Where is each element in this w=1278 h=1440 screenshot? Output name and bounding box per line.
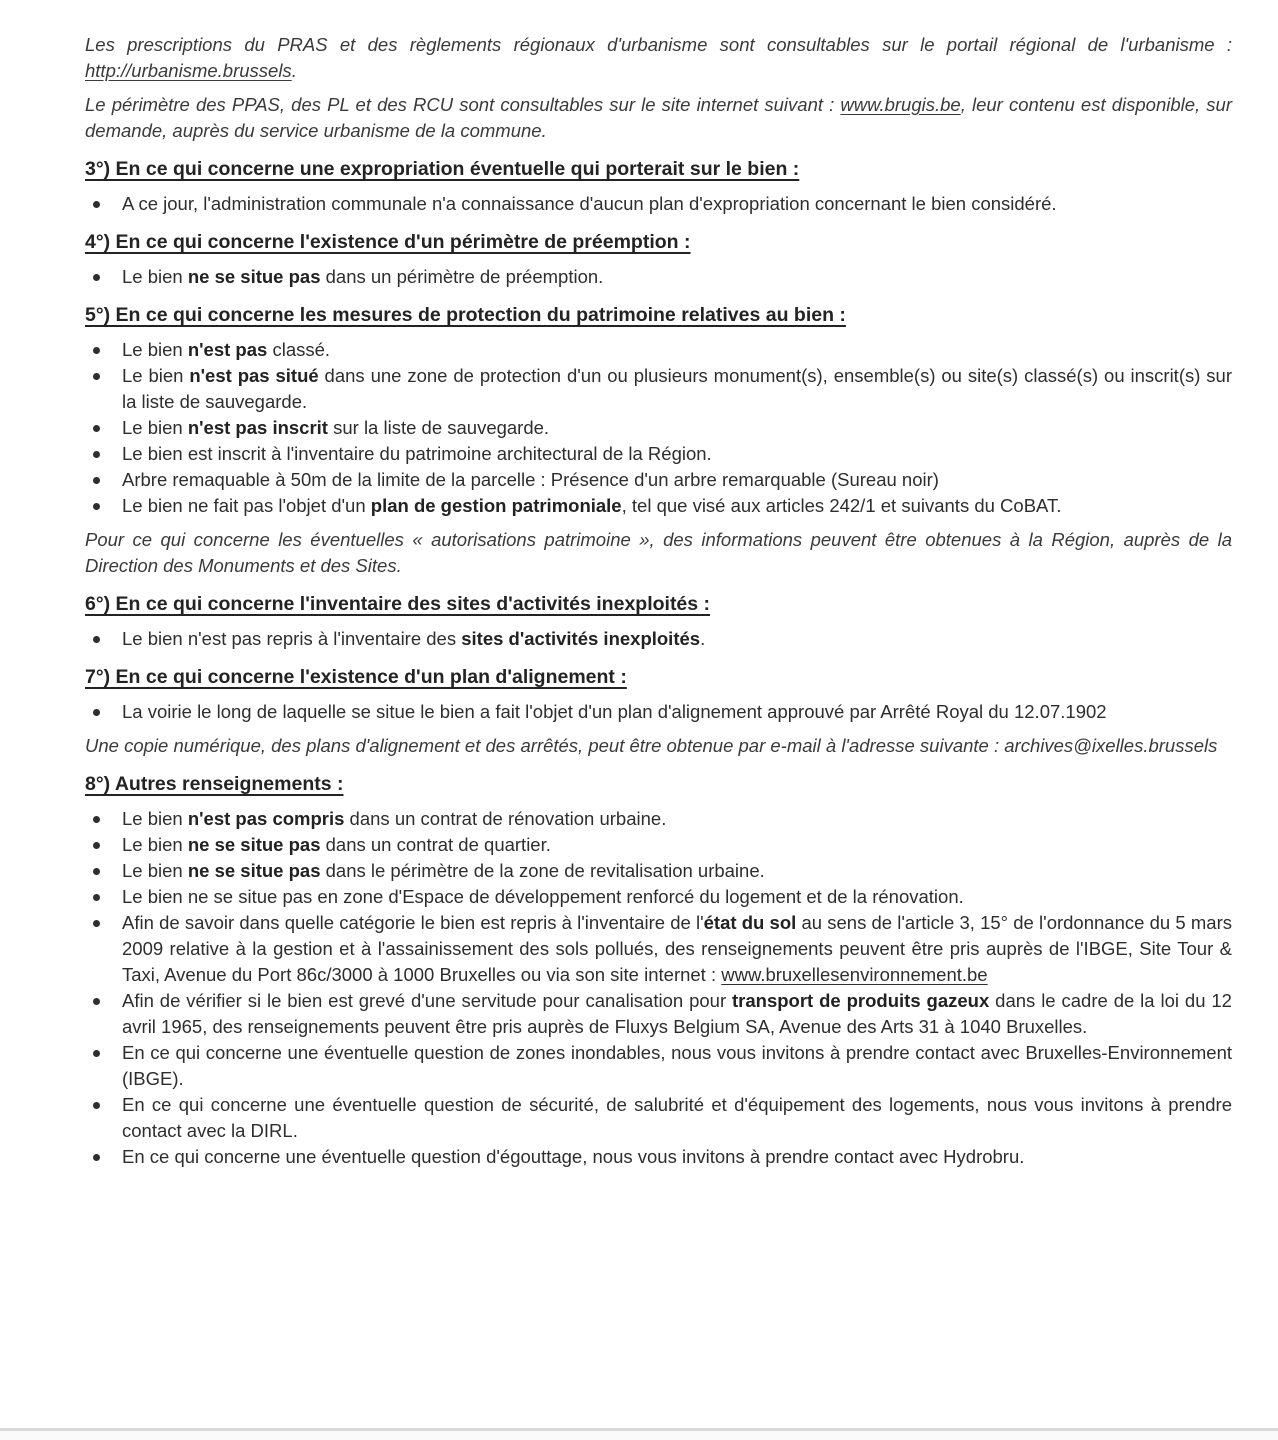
list-item	[85, 441, 1232, 467]
list-item	[85, 363, 1232, 415]
bullet-text	[122, 858, 1232, 884]
section-8-heading: 8°) Autres renseignements :	[85, 773, 344, 795]
bullet-dot-icon	[85, 493, 122, 510]
text-segment: Le bien	[122, 339, 188, 360]
bullet-text	[122, 415, 1232, 441]
list-item	[85, 832, 1232, 858]
list-item	[85, 493, 1232, 519]
list-item	[85, 988, 1232, 1040]
section-6-heading: 6°) En ce qui concerne l'inventaire des sites d'activités inexploités :	[85, 593, 711, 615]
list-item	[85, 1040, 1232, 1092]
section-7-bullets	[85, 699, 1232, 725]
archives-email-text: archives@ixelles.brussels	[1004, 735, 1218, 756]
bullet-text: Arbre remaquable à 50m de la limite de la parcelle : Présence d'un arbre remarquable (Sureau noir)	[122, 469, 939, 490]
text-segment: Le bien	[122, 266, 188, 287]
bullet-text	[122, 910, 1232, 988]
bullet-text: Le bien est inscrit à l'inventaire du patrimoine architectural de la Région.	[122, 443, 712, 464]
bullet-dot-icon	[85, 806, 122, 823]
bold-segment: n'est pas situé	[189, 365, 319, 386]
bold-segment: n'est pas compris	[187, 808, 345, 829]
text-segment: Le bien n'est pas repris à l'inventaire des	[122, 628, 462, 649]
bullet-text	[122, 337, 1232, 363]
bullet-text	[122, 806, 1232, 832]
text-segment: Les prescriptions du PRAS et des règlements régionaux d'urbanisme sont consultables sur le portail régional de l'urbanisme :	[85, 34, 1232, 55]
list-item	[85, 337, 1232, 363]
bullet-dot-icon	[85, 699, 122, 716]
bullet-dot-icon	[85, 626, 122, 643]
alignement-copy-note-paragraph	[85, 733, 1232, 759]
bullet-text: A ce jour, l'administration communale n'a connaissance d'aucun plan d'expropriation concernant le bien considéré.	[122, 193, 1057, 214]
section-3-bullets	[85, 191, 1232, 217]
text-segment: Afin de savoir dans quelle catégorie le bien est repris à l'inventaire de l'	[122, 912, 704, 933]
bullet-dot-icon	[85, 1144, 122, 1161]
bullet-dot-icon	[85, 988, 122, 1005]
bullet-text: En ce qui concerne une éventuelle question de zones inondables, nous vous invitons à prendre contact avec Bruxelles-Environnement (IBGE).	[122, 1042, 1232, 1089]
bullet-text: Le bien ne se situe pas en zone d'Espace de développement renforcé du logement et de la rénovation.	[122, 886, 964, 907]
section-5-heading: 5°) En ce qui concerne les mesures de protection du patrimoine relatives au bien :	[85, 304, 846, 326]
bullet-dot-icon	[85, 1092, 122, 1109]
text-segment: Le bien	[122, 808, 188, 829]
patrimoine-note-paragraph: Pour ce qui concerne les éventuelles « autorisations patrimoine », des informations peuvent être obtenues à la Région, auprès de la Direction des Monuments et des Sites.	[85, 529, 1232, 576]
bold-segment: ne se situe pas	[187, 860, 321, 881]
bullet-text: En ce qui concerne une éventuelle question d'égouttage, nous vous invitons à prendre contact avec Hydrobru.	[122, 1146, 1025, 1167]
section-6-bullets	[85, 626, 1232, 652]
text-segment: Le bien ne fait pas l'objet d'un	[122, 495, 371, 516]
text-segment: dans un périmètre de préemption.	[320, 266, 604, 287]
text-segment: , leur contenu est disponible, sur demande, auprès du service urbanisme de la commune.	[85, 94, 1232, 141]
bullet-text	[122, 264, 1232, 290]
list-item	[85, 264, 1232, 290]
text-segment: Le bien	[122, 834, 188, 855]
list-item	[85, 910, 1232, 988]
intro-paragraph-pras	[85, 32, 1232, 84]
bold-segment: sites d'activités inexploités	[461, 628, 701, 649]
bullet-text	[122, 626, 1232, 652]
list-item	[85, 1144, 1232, 1170]
list-item	[85, 191, 1232, 217]
text-segment: .	[700, 628, 706, 649]
text-segment: , tel que visé aux articles 242/1 et suivants du CoBAT.	[621, 495, 1062, 516]
text-segment: Le périmètre des PPAS, des PL et des RCU sont consultables sur le site internet suivant :	[85, 94, 841, 115]
section-3-heading: 3°) En ce qui concerne une expropriation éventuelle qui porterait sur le bien :	[85, 158, 800, 180]
list-item	[85, 699, 1232, 725]
text-segment: Une copie numérique, des plans d'alignement et des arrêtés, peut être obtenue par e-mail à l'adresse suivante :	[85, 735, 1005, 756]
text-segment: Le bien	[122, 417, 188, 438]
section-7-heading: 7°) En ce qui concerne l'existence d'un plan d'alignement :	[85, 666, 627, 688]
bullet-dot-icon	[85, 441, 122, 458]
text-segment: dans un contrat de rénovation urbaine.	[344, 808, 667, 829]
bold-segment: transport de produits gazeux	[732, 990, 990, 1011]
intro-paragraph-ppas	[85, 92, 1232, 144]
section-8-bullets	[85, 806, 1232, 1170]
bullet-dot-icon	[85, 1040, 122, 1057]
bullet-dot-icon	[85, 467, 122, 484]
list-item	[85, 806, 1232, 832]
bullet-dot-icon	[85, 910, 122, 927]
text-segment: dans une zone de protection d'un ou plusieurs monument(s), ensemble(s) ou site(s) classé(s) ou inscrit(s) sur la liste de sauvegarde.	[122, 365, 1232, 412]
text-segment: dans un contrat de quartier.	[320, 834, 551, 855]
bullet-dot-icon	[85, 363, 122, 380]
text-segment: dans le cadre de la loi du 12 avril 1965, des renseignements peuvent être pris auprès de Fluxys Belgium SA, Avenue des Arts 31 à 1040 Bruxelles.	[122, 990, 1232, 1037]
list-item	[85, 626, 1232, 652]
bullet-text	[122, 493, 1232, 519]
text-segment: sur la liste de sauvegarde.	[327, 417, 550, 438]
bold-segment: état du sol	[703, 912, 797, 933]
list-item	[85, 884, 1232, 910]
bullet-text: En ce qui concerne une éventuelle question de sécurité, de salubrité et d'équipement des logements, nous vous invitons à prendre contact avec la DIRL.	[122, 1094, 1232, 1141]
text-segment: Le bien	[122, 365, 190, 386]
bullet-text	[122, 832, 1232, 858]
text-segment: classé.	[267, 339, 331, 360]
section-4-bullets	[85, 264, 1232, 290]
section-4-heading: 4°) En ce qui concerne l'existence d'un périmètre de préemption :	[85, 231, 691, 253]
list-item	[85, 415, 1232, 441]
text-segment: dans le périmètre de la zone de revitalisation urbaine.	[320, 860, 765, 881]
brugis-link[interactable]: www.brugis.be	[840, 94, 961, 115]
bullet-dot-icon	[85, 832, 122, 849]
bold-segment: ne se situe pas	[187, 266, 321, 287]
list-item	[85, 467, 1232, 493]
text-segment: au sens de l'article 3, 15° de l'ordonnance du 5 mars 2009 relative à la gestion et à l'assainissement des sols pollués, des renseignements peuvent être pris auprès de l'IBGE, Site Tour & Taxi, Avenue du Port 86c/3000 à 1000 Bruxelles ou via son site internet :	[122, 912, 1232, 985]
bold-segment: ne se situe pas	[187, 834, 321, 855]
text-segment: Afin de vérifier si le bien est grevé d'une servitude pour canalisation pour	[122, 990, 733, 1011]
text-segment: Le bien	[122, 860, 188, 881]
bullet-text	[122, 363, 1232, 415]
bullet-dot-icon	[85, 858, 122, 875]
bold-segment: n'est pas	[187, 339, 268, 360]
bullet-text	[122, 988, 1232, 1040]
urbanisme-brussels-link[interactable]: http://urbanisme.brussels	[85, 60, 292, 81]
list-item	[85, 858, 1232, 884]
bullet-dot-icon	[85, 191, 122, 208]
bullet-dot-icon	[85, 264, 122, 281]
bruxelles-environnement-link[interactable]: www.bruxellesenvironnement.be	[721, 964, 988, 985]
bullet-text: La voirie le long de laquelle se situe le bien a fait l'objet d'un plan d'alignement approuvé par Arrêté Royal du 12.07.1902	[122, 701, 1107, 722]
text-segment: .	[291, 60, 297, 81]
list-item	[85, 1092, 1232, 1144]
bullet-dot-icon	[85, 337, 122, 354]
section-5-bullets	[85, 337, 1232, 519]
bullet-dot-icon	[85, 884, 122, 901]
bold-segment: plan de gestion patrimoniale	[370, 495, 622, 516]
bullet-dot-icon	[85, 415, 122, 432]
bold-segment: n'est pas inscrit	[187, 417, 328, 438]
page-bottom-margin	[0, 1431, 1278, 1440]
